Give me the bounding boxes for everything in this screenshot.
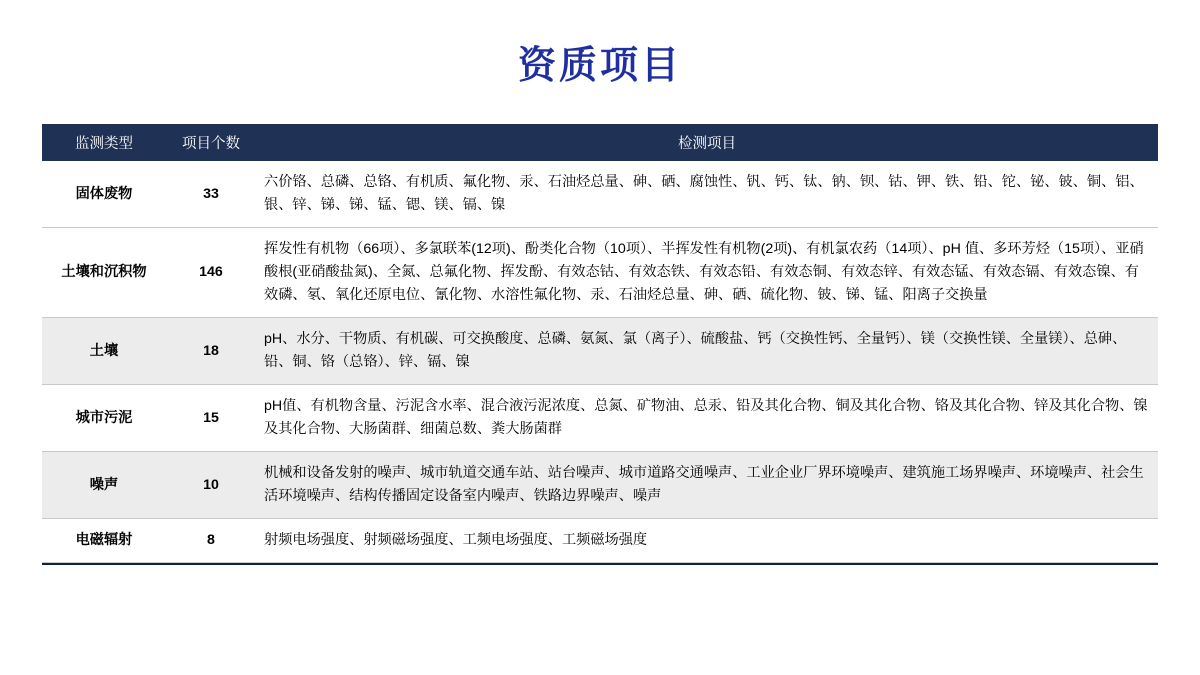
cell-item-count: 146	[166, 228, 256, 318]
cell-item-count: 8	[166, 519, 256, 563]
cell-monitor-type: 噪声	[42, 452, 166, 519]
cell-test-items: pH值、有机物含量、污泥含水率、混合液污泥浓度、总氮、矿物油、总汞、铅及其化合物、铜及其化合物、铬及其化合物、锌及其化合物、镍及其化合物、大肠菌群、细菌总数、粪大肠菌群	[256, 385, 1158, 452]
cell-monitor-type: 土壤	[42, 318, 166, 385]
page-title: 资质项目	[517, 45, 682, 87]
table-bottom-rule	[42, 563, 1158, 565]
table-body	[42, 161, 1158, 563]
cell-test-items: 挥发性有机物（66项）、多氯联苯(12项)、酚类化合物（10项）、半挥发性有机物(2项)、有机氯农药（14项）、pH 值、多环芳烃（15项）、亚硝酸根(亚硝酸盐氮)、全氮、总氟化物、挥发酚、有效态钴、有效态铁、有效态铅、有效态铜、有效态锌、有效态锰、有效态镉、有效态镍、有效磷、氡、氧化还原电位、氰化物、水溶性氟化物、汞、石油烃总量、砷、硒、硫化物、铍、锑、锰、阳离子交换量	[256, 228, 1158, 318]
table-row	[42, 318, 1158, 385]
column-header-count: 项目个数	[166, 124, 256, 161]
table-row	[42, 519, 1158, 563]
table-row	[42, 161, 1158, 228]
column-header-type: 监测类型	[42, 124, 166, 161]
table-row	[42, 385, 1158, 452]
cell-monitor-type: 城市污泥	[42, 385, 166, 452]
table-header-row	[42, 124, 1158, 161]
cell-monitor-type: 电磁辐射	[42, 519, 166, 563]
cell-test-items: 六价铬、总磷、总铬、有机质、氟化物、汞、石油烃总量、砷、硒、腐蚀性、钒、钙、钛、钠、钡、钴、钾、铁、铅、铊、铋、铍、铜、铝、银、锌、锑、锑、锰、锶、镁、镉、镍	[256, 161, 1158, 228]
qualification-table-wrapper	[42, 124, 1158, 563]
qualification-table	[42, 124, 1158, 563]
cell-monitor-type: 土壤和沉积物	[42, 228, 166, 318]
cell-item-count: 15	[166, 385, 256, 452]
cell-item-count: 10	[166, 452, 256, 519]
cell-item-count: 18	[166, 318, 256, 385]
table-row	[42, 452, 1158, 519]
cell-test-items: 机械和设备发射的噪声、城市轨道交通车站、站台噪声、城市道路交通噪声、工业企业厂界环境噪声、建筑施工场界噪声、环境噪声、社会生活环境噪声、结构传播固定设备室内噪声、铁路边界噪声、噪声	[256, 452, 1158, 519]
cell-monitor-type: 固体废物	[42, 161, 166, 228]
column-header-items: 检测项目	[256, 124, 1158, 161]
table-header	[42, 124, 1158, 161]
cell-item-count: 33	[166, 161, 256, 228]
cell-test-items: 射频电场强度、射频磁场强度、工频电场强度、工频磁场强度	[256, 519, 1158, 563]
cell-test-items: pH、水分、干物质、有机碳、可交换酸度、总磷、氨氮、氯（离子）、硫酸盐、钙（交换性钙、全量钙）、镁（交换性镁、全量镁）、总砷、铅、铜、铬（总铬）、锌、镉、镍	[256, 318, 1158, 385]
table-row	[42, 228, 1158, 318]
